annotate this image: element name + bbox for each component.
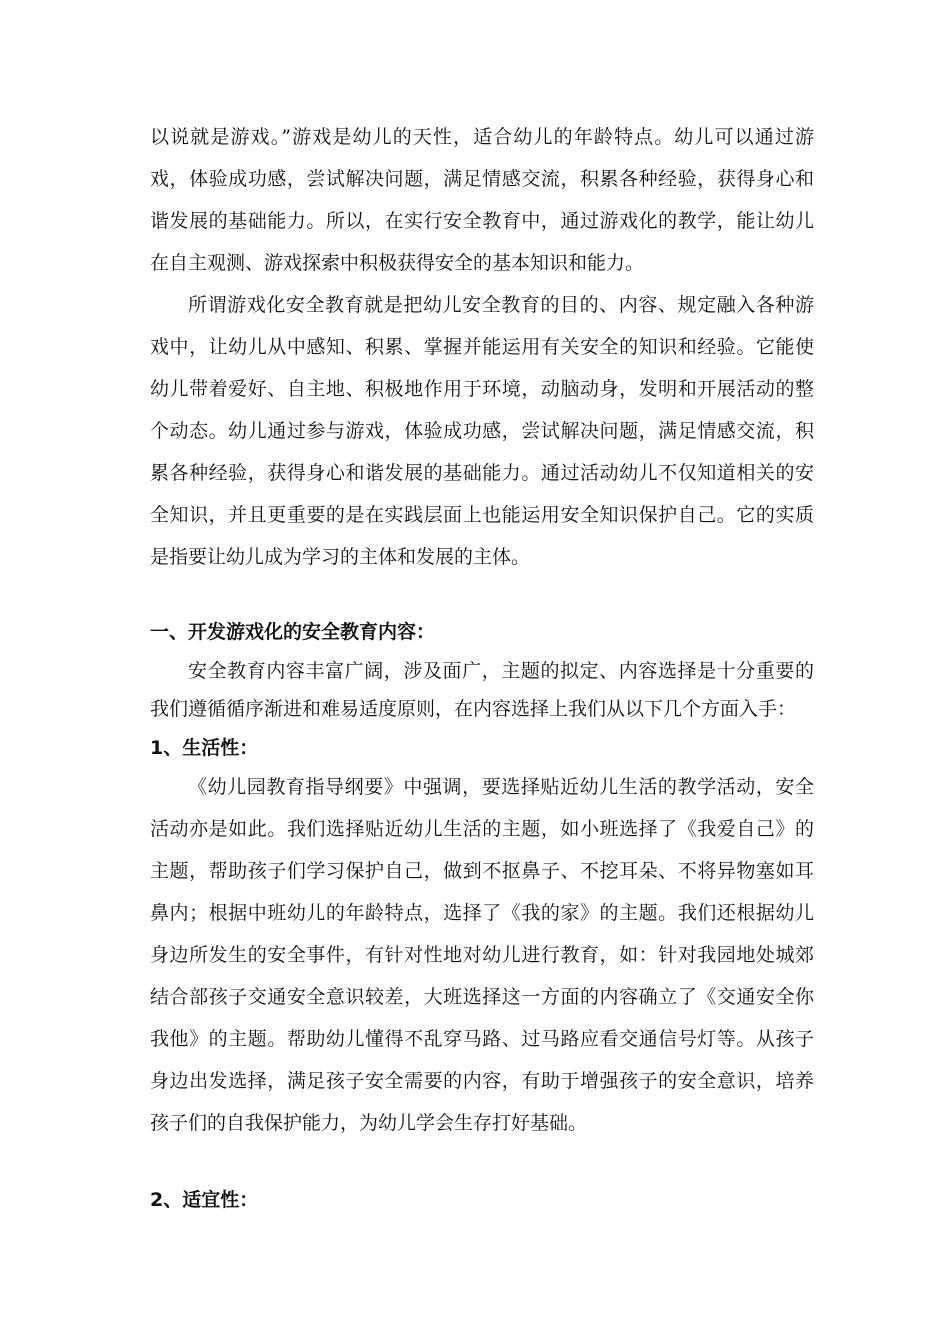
subsection-1-heading: 1、生活性： xyxy=(150,737,259,759)
paragraph-2-line-3: 幼儿带着爱好、自主地、积极地作用于环境，动脑动身，发明和开展活动的整 xyxy=(150,378,814,400)
subsection-1-line-8: 身边出发选择，满足孩子安全需要的内容，有助于增强孩子的安全意识，培养 xyxy=(150,1070,814,1092)
subsection-2-heading: 2、适宜性： xyxy=(150,1189,259,1211)
subsection-1-line-7: 我他》的主题。帮助幼儿懂得不乱穿马路、过马路应看交通信号灯等。从孩子 xyxy=(150,1028,814,1050)
paragraph-2-line-2: 戏中，让幼儿从中感知、积累、掌握并能运用有关安全的知识和经验。它能使 xyxy=(150,336,814,358)
subsection-1-line-4: 鼻内；根据中班幼儿的年龄特点，选择了《我的家》的主题。我们还根据幼儿 xyxy=(150,902,814,924)
section-1-intro-line-1: 安全教育内容丰富广阔，涉及面广，主题的拟定、内容选择是十分重要的 xyxy=(188,660,814,682)
paragraph-1-line-3: 谐发展的基础能力。所以，在实行安全教育中，通过游戏化的教学，能让幼儿 xyxy=(150,210,814,232)
paragraph-2-line-1: 所谓游戏化安全教育就是把幼儿安全教育的目的、内容、规定融入各种游 xyxy=(188,294,814,316)
section-1-intro-line-2: 我们遵循循序渐进和难易适度原则，在内容选择上我们从以下几个方面入手： xyxy=(150,698,797,720)
paragraph-2-line-5: 累各种经验，获得身心和谐发展的基础能力。通过活动幼儿不仅知道相关的安 xyxy=(150,462,814,484)
subsection-1-line-1: 《幼儿园教育指导纲要》中强调，要选择贴近幼儿生活的教学活动，安全 xyxy=(188,776,814,798)
paragraph-1-line-4: 在自主观测、游戏探索中积极获得安全的基本知识和能力。 xyxy=(150,252,645,274)
paragraph-2-line-4: 个动态。幼儿通过参与游戏，体验成功感，尝试解决问题，满足情感交流，积 xyxy=(150,420,814,442)
subsection-1-line-5: 身边所发生的安全事件，有针对性地对幼儿进行教育，如：针对我园地处城郊 xyxy=(150,944,814,966)
paragraph-2-line-7: 是指要让幼儿成为学习的主体和发展的主体。 xyxy=(150,546,531,568)
paragraph-1-line-2: 戏，体验成功感，尝试解决问题，满足情感交流，积累各种经验，获得身心和 xyxy=(150,168,814,190)
section-1-heading: 一、开发游戏化的安全教育内容： xyxy=(150,621,436,643)
subsection-1-line-2: 活动亦是如此。我们选择贴近幼儿生活的主题，如小班选择了《我爱自己》的 xyxy=(150,818,814,840)
paragraph-1-line-1: 以说就是游戏。”游戏是幼儿的天性，适合幼儿的年龄特点。幼儿可以通过游 xyxy=(150,126,814,148)
subsection-1-line-9: 孩子们的自我保护能力，为幼儿学会生存打好基础。 xyxy=(150,1112,588,1134)
subsection-1-line-3: 主题，帮助孩子们学习保护自己，做到不抠鼻子、不挖耳朵、不将异物塞如耳 xyxy=(150,860,814,882)
paragraph-2-line-6: 全知识，并且更重要的是在实践层面上也能运用安全知识保护自己。它的实质 xyxy=(150,504,814,526)
subsection-1-line-6: 结合部孩子交通安全意识较差，大班选择这一方面的内容确立了《交通安全你 xyxy=(150,986,814,1008)
